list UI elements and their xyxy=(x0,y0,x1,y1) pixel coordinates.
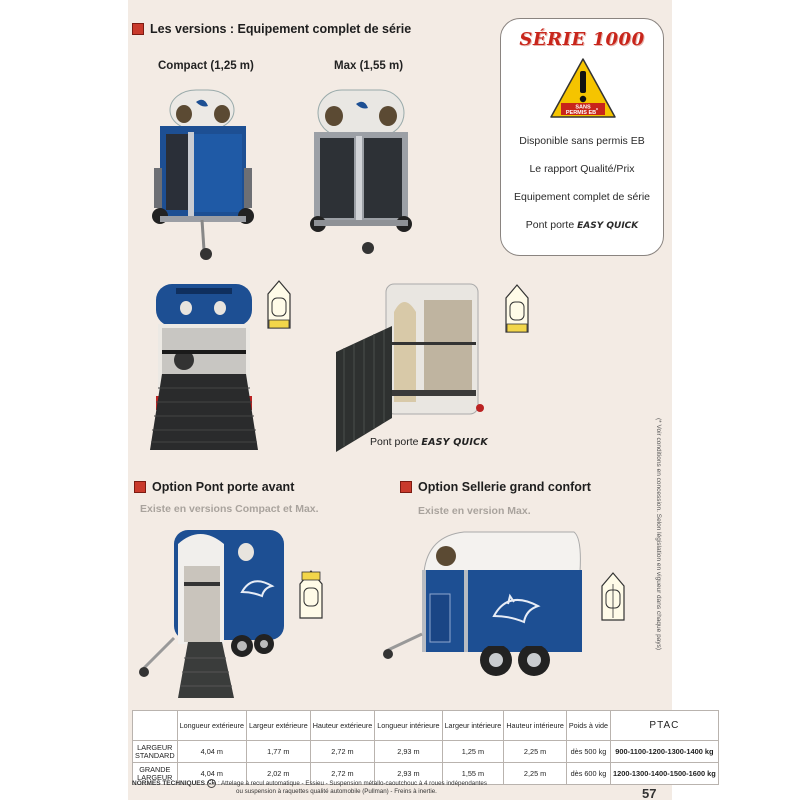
option-front-heading: Option Pont porte avant xyxy=(134,480,294,494)
serie-feature: Pont porte EASY QUICK xyxy=(525,219,639,231)
spec-cell: 2,72 m xyxy=(310,763,375,785)
spec-cell: 4,04 m xyxy=(177,763,246,785)
spec-header: Largeur extérieure xyxy=(246,711,310,741)
spec-header: Largeur intérieure xyxy=(442,711,504,741)
red-square-bullet-icon xyxy=(132,23,144,35)
spec-header: Hauteur intérieure xyxy=(504,711,567,741)
serie-title: SÉRIE 1000 xyxy=(519,29,645,50)
ptac-header: PTAC xyxy=(611,711,719,741)
spec-table xyxy=(132,710,719,785)
spec-header: Longueur extérieure xyxy=(177,711,246,741)
spec-table-header-row xyxy=(133,711,719,741)
warning-line1: SANS xyxy=(575,104,591,111)
warning-triangle-icon xyxy=(549,57,617,121)
spec-cell: 1,25 m xyxy=(442,741,504,763)
serie-feature: Le rapport Qualité/Prix xyxy=(529,163,635,175)
side-legal-note: (* Voir conditions en concession. Selon législation en vigueur dans chaque pays) xyxy=(655,418,662,650)
compact-trailer-photo xyxy=(146,88,258,266)
spec-cell: 2,93 m xyxy=(375,763,442,785)
spec-cell: 2,25 m xyxy=(504,763,567,785)
horse-stall-layout-icon xyxy=(502,282,532,336)
versions-heading: Les versions : Equipement complet de série xyxy=(132,22,411,36)
max-trailer-photo xyxy=(306,88,416,258)
easy-quick-ramp-photo xyxy=(336,282,486,454)
spec-cell: 2,72 m xyxy=(310,741,375,763)
warning-mark: * xyxy=(596,108,598,114)
serie-1000-box xyxy=(500,18,664,256)
spec-header: Longueur intérieure xyxy=(375,711,442,741)
compact-label: Compact (1,25 m) xyxy=(158,60,254,72)
spec-cell: 2,02 m xyxy=(246,763,310,785)
max-trailer-side-photo xyxy=(384,526,584,686)
serie-features-list xyxy=(501,127,663,239)
spec-cell: dès 500 kg xyxy=(566,741,610,763)
catalog-page xyxy=(128,0,716,801)
serie-feature: Disponible sans permis EB xyxy=(519,135,645,147)
spec-header: Poids à vide xyxy=(566,711,610,741)
front-ramp-trailer-photo xyxy=(138,526,288,700)
rear-ramp-open-photo xyxy=(148,280,260,452)
row-label: LARGEUR STANDARD xyxy=(133,741,178,763)
warning-line2: PERMIS EB xyxy=(565,110,597,116)
spec-cell: 2,25 m xyxy=(504,741,567,763)
horse-stall-layout-icon xyxy=(296,568,326,622)
ce-mark-icon: CE xyxy=(207,780,215,786)
spec-cell: 1,55 m xyxy=(442,763,504,785)
horse-stall-layout-icon xyxy=(598,570,628,624)
easy-quick-caption: Pont porte EASY QUICK xyxy=(370,436,488,448)
horse-stall-layout-icon xyxy=(264,278,294,332)
spec-cell: 1,77 m xyxy=(246,741,310,763)
spec-cell: 2,93 m xyxy=(375,741,442,763)
option-front-subtitle: Existe en versions Compact et Max. xyxy=(140,503,319,515)
max-label: Max (1,55 m) xyxy=(334,60,404,72)
ptac-cell: 1200-1300-1400-1500-1600 kg xyxy=(611,763,719,785)
option-sellerie-subtitle: Existe en version Max. xyxy=(418,505,531,517)
normes-techniques: NORMES TECHNIQUES CE : Attelage à recul automatique - Essieu - Suspension métallo-caoutchouc à 4 roues indépendantes ou suspension à raquettes qualité automobile (Pullman) - Freins à inertie. xyxy=(132,780,487,796)
red-square-bullet-icon xyxy=(134,481,146,493)
page-number: 57 xyxy=(642,786,657,801)
spec-cell: dès 600 kg xyxy=(566,763,610,785)
ptac-cell: 900-1100-1200-1300-1400 kg xyxy=(611,741,719,763)
red-square-bullet-icon xyxy=(400,481,412,493)
table-row xyxy=(133,741,719,763)
serie-feature: Equipement complet de série xyxy=(514,191,650,203)
row-label: GRANDE LARGEUR xyxy=(133,763,178,785)
option-sellerie-heading: Option Sellerie grand confort xyxy=(400,480,591,494)
spec-cell: 4,04 m xyxy=(177,741,246,763)
spec-header: Hauteur extérieure xyxy=(310,711,375,741)
